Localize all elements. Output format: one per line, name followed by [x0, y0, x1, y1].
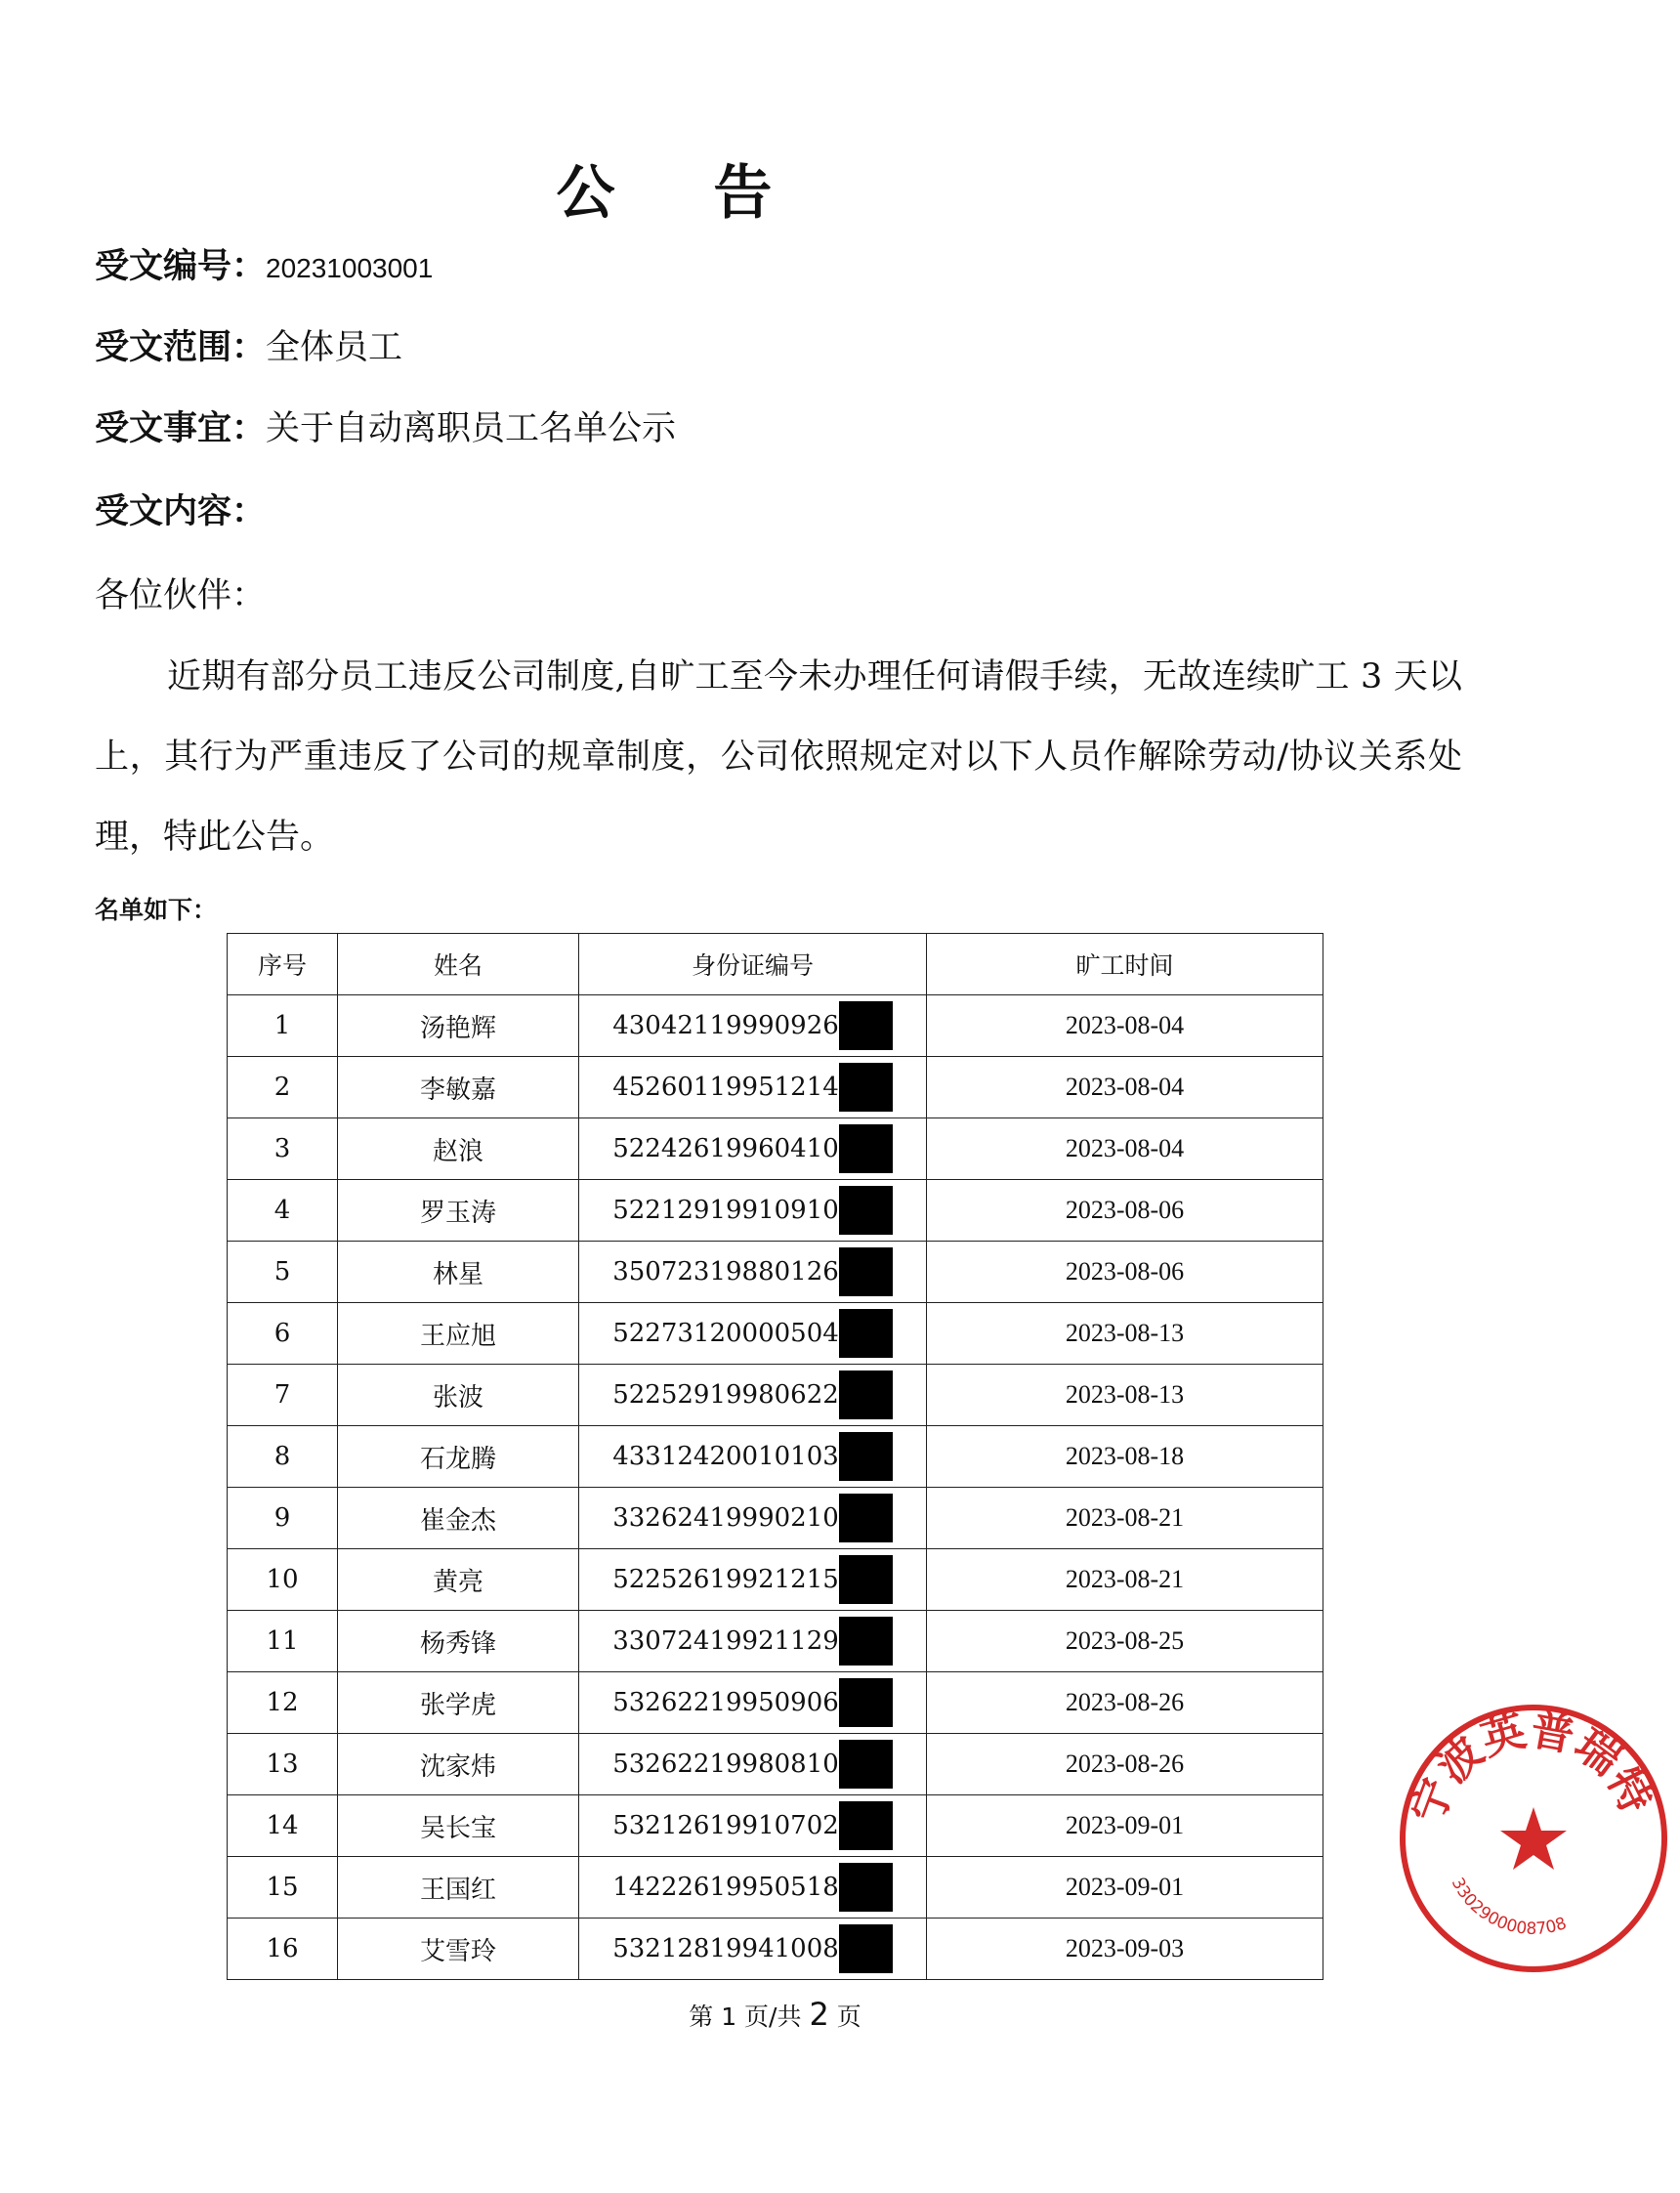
seq-cell: 10	[228, 1549, 338, 1611]
date-cell: 2023-08-04	[927, 1057, 1323, 1118]
table-row	[228, 1242, 1323, 1303]
id-cell	[579, 995, 927, 1057]
name-cell: 吴长宝	[338, 1795, 579, 1857]
company-seal	[1387, 1692, 1680, 1985]
redaction-block	[839, 1555, 893, 1604]
content-label: 受文内容：	[95, 492, 267, 531]
date-cell: 2023-09-01	[927, 1857, 1323, 1919]
table-row	[228, 1734, 1323, 1795]
seq-cell: 16	[228, 1919, 338, 1980]
redaction-block	[839, 1247, 893, 1296]
id-cell	[579, 1488, 927, 1549]
table-row	[228, 1857, 1323, 1919]
date-cell: 2023-08-13	[927, 1365, 1323, 1426]
id-cell	[579, 1303, 927, 1365]
seal-number: 3302900008708	[1447, 1875, 1570, 1940]
seq-cell: 5	[228, 1242, 338, 1303]
seq-cell: 6	[228, 1303, 338, 1365]
date-cell: 2023-08-18	[927, 1426, 1323, 1488]
redaction-block	[839, 1924, 893, 1973]
id-number: 52273120000504	[612, 1319, 839, 1348]
list-label: 名单如下：	[95, 896, 218, 924]
redaction-block	[839, 1186, 893, 1235]
redaction-block	[839, 1678, 893, 1727]
seal-star-icon	[1500, 1807, 1567, 1870]
name-cell: 艾雪玲	[338, 1919, 579, 1980]
seq-cell: 11	[228, 1611, 338, 1672]
table-row	[228, 1057, 1323, 1118]
name-cell: 杨秀锋	[338, 1611, 579, 1672]
table-row	[228, 995, 1323, 1057]
content-row	[95, 485, 266, 533]
doc-number-row	[95, 239, 433, 288]
name-cell: 崔金杰	[338, 1488, 579, 1549]
id-number: 14222619950518	[612, 1873, 839, 1902]
greeting: 各位伙伴：	[95, 576, 267, 615]
id-number: 52212919910910	[612, 1196, 839, 1225]
name-cell: 王国红	[338, 1857, 579, 1919]
id-number: 35072319880126	[612, 1257, 839, 1286]
id-number: 53212619910702	[612, 1811, 839, 1840]
id-cell	[579, 1365, 927, 1426]
employee-table	[227, 933, 1323, 1980]
name-cell: 张波	[338, 1365, 579, 1426]
seq-cell: 9	[228, 1488, 338, 1549]
date-cell: 2023-08-04	[927, 995, 1323, 1057]
id-number: 52242619960410	[612, 1134, 839, 1163]
name-cell: 赵浪	[338, 1118, 579, 1180]
id-number: 52252919980622	[612, 1380, 839, 1410]
table-row	[228, 1365, 1323, 1426]
seq-cell: 13	[228, 1734, 338, 1795]
id-number: 53212819941008	[612, 1934, 839, 1963]
date-cell: 2023-09-03	[927, 1919, 1323, 1980]
name-cell: 林星	[338, 1242, 579, 1303]
table-row	[228, 1549, 1323, 1611]
name-cell: 石龙腾	[338, 1426, 579, 1488]
name-cell: 黄亮	[338, 1549, 579, 1611]
table-header-row	[228, 934, 1323, 995]
date-cell: 2023-08-06	[927, 1242, 1323, 1303]
date-cell: 2023-09-01	[927, 1795, 1323, 1857]
id-cell	[579, 1857, 927, 1919]
id-cell	[579, 1242, 927, 1303]
redaction-block	[839, 1494, 893, 1542]
id-number: 33262419990210	[612, 1503, 839, 1533]
redaction-block	[839, 1309, 893, 1358]
date-cell: 2023-08-21	[927, 1549, 1323, 1611]
seq-cell: 1	[228, 995, 338, 1057]
table-row	[228, 1672, 1323, 1734]
name-cell: 汤艳辉	[338, 995, 579, 1057]
id-cell	[579, 1118, 927, 1180]
matter-label: 受文事宜：	[95, 409, 267, 448]
redaction-block	[839, 1740, 893, 1789]
footer-middle: 页/共	[736, 2003, 810, 2031]
table-row	[228, 1118, 1323, 1180]
footer-prefix: 第	[689, 2003, 722, 2031]
id-cell	[579, 1795, 927, 1857]
id-cell	[579, 1180, 927, 1242]
redaction-block	[839, 1063, 893, 1112]
id-cell	[579, 1672, 927, 1734]
redaction-block	[839, 1001, 893, 1050]
id-cell	[579, 1426, 927, 1488]
redaction-block	[839, 1801, 893, 1850]
page-footer	[0, 1996, 1550, 2033]
header-seq: 序号	[228, 934, 338, 995]
scope-row	[95, 320, 402, 369]
table-row	[228, 1426, 1323, 1488]
id-number: 53262219980810	[612, 1750, 839, 1779]
seq-cell: 3	[228, 1118, 338, 1180]
seal-text: 宁波英普瑞特	[1402, 1705, 1661, 1831]
seq-cell: 2	[228, 1057, 338, 1118]
date-cell: 2023-08-04	[927, 1118, 1323, 1180]
name-cell: 罗玉涛	[338, 1180, 579, 1242]
name-cell: 李敏嘉	[338, 1057, 579, 1118]
seq-cell: 15	[228, 1857, 338, 1919]
matter-row	[95, 401, 676, 450]
date-cell: 2023-08-25	[927, 1611, 1323, 1672]
footer-suffix: 页	[828, 2003, 861, 2031]
scope-value: 全体员工	[266, 328, 403, 367]
doc-number-label: 受文编号：	[95, 247, 267, 286]
seq-cell: 12	[228, 1672, 338, 1734]
header-id: 身份证编号	[579, 934, 927, 995]
redaction-block	[839, 1124, 893, 1173]
footer-total-pages: 2	[809, 1996, 829, 2033]
table-body	[228, 995, 1323, 1980]
id-cell	[579, 1919, 927, 1980]
matter-value: 关于自动离职员工名单公示	[266, 409, 677, 448]
name-cell: 王应旭	[338, 1303, 579, 1365]
id-number: 43042119990926	[612, 1011, 839, 1040]
id-number: 53262219950906	[612, 1688, 839, 1717]
table-row	[228, 1180, 1323, 1242]
header-date: 旷工时间	[927, 934, 1323, 995]
id-number: 33072419921129	[612, 1626, 839, 1656]
date-cell: 2023-08-26	[927, 1734, 1323, 1795]
seq-cell: 4	[228, 1180, 338, 1242]
header-name: 姓名	[338, 934, 579, 995]
notice-body: 近期有部分员工违反公司制度,自旷工至今未办理任何请假手续，无故连续旷工 3 天以上，其行为严重违反了公司的规章制度，公司依照规定对以下人员作解除劳动/协议关系处理，特此公告。	[95, 657, 1462, 857]
doc-number-value: 20231003001	[266, 253, 434, 283]
redaction-block	[839, 1371, 893, 1419]
table-row	[228, 1795, 1323, 1857]
table-row	[228, 1611, 1323, 1672]
scope-label: 受文范围：	[95, 328, 267, 367]
table-row	[228, 1303, 1323, 1365]
id-number: 45260119951214	[612, 1073, 839, 1102]
redaction-block	[839, 1617, 893, 1666]
date-cell: 2023-08-21	[927, 1488, 1323, 1549]
redaction-block	[839, 1432, 893, 1481]
footer-current-page: 1	[721, 2003, 737, 2031]
seq-cell: 7	[228, 1365, 338, 1426]
id-cell	[579, 1734, 927, 1795]
id-number: 52252619921215	[612, 1565, 839, 1594]
redaction-block	[839, 1863, 893, 1912]
id-cell	[579, 1549, 927, 1611]
id-cell	[579, 1611, 927, 1672]
id-cell	[579, 1057, 927, 1118]
seq-cell: 14	[228, 1795, 338, 1857]
name-cell: 张学虎	[338, 1672, 579, 1734]
table-row	[228, 1488, 1323, 1549]
date-cell: 2023-08-13	[927, 1303, 1323, 1365]
table-row	[228, 1919, 1323, 1980]
date-cell: 2023-08-26	[927, 1672, 1323, 1734]
date-cell: 2023-08-06	[927, 1180, 1323, 1242]
name-cell: 沈家炜	[338, 1734, 579, 1795]
seq-cell: 8	[228, 1426, 338, 1488]
id-number: 43312420010103	[612, 1442, 839, 1471]
page-title: 公 告	[556, 159, 812, 228]
